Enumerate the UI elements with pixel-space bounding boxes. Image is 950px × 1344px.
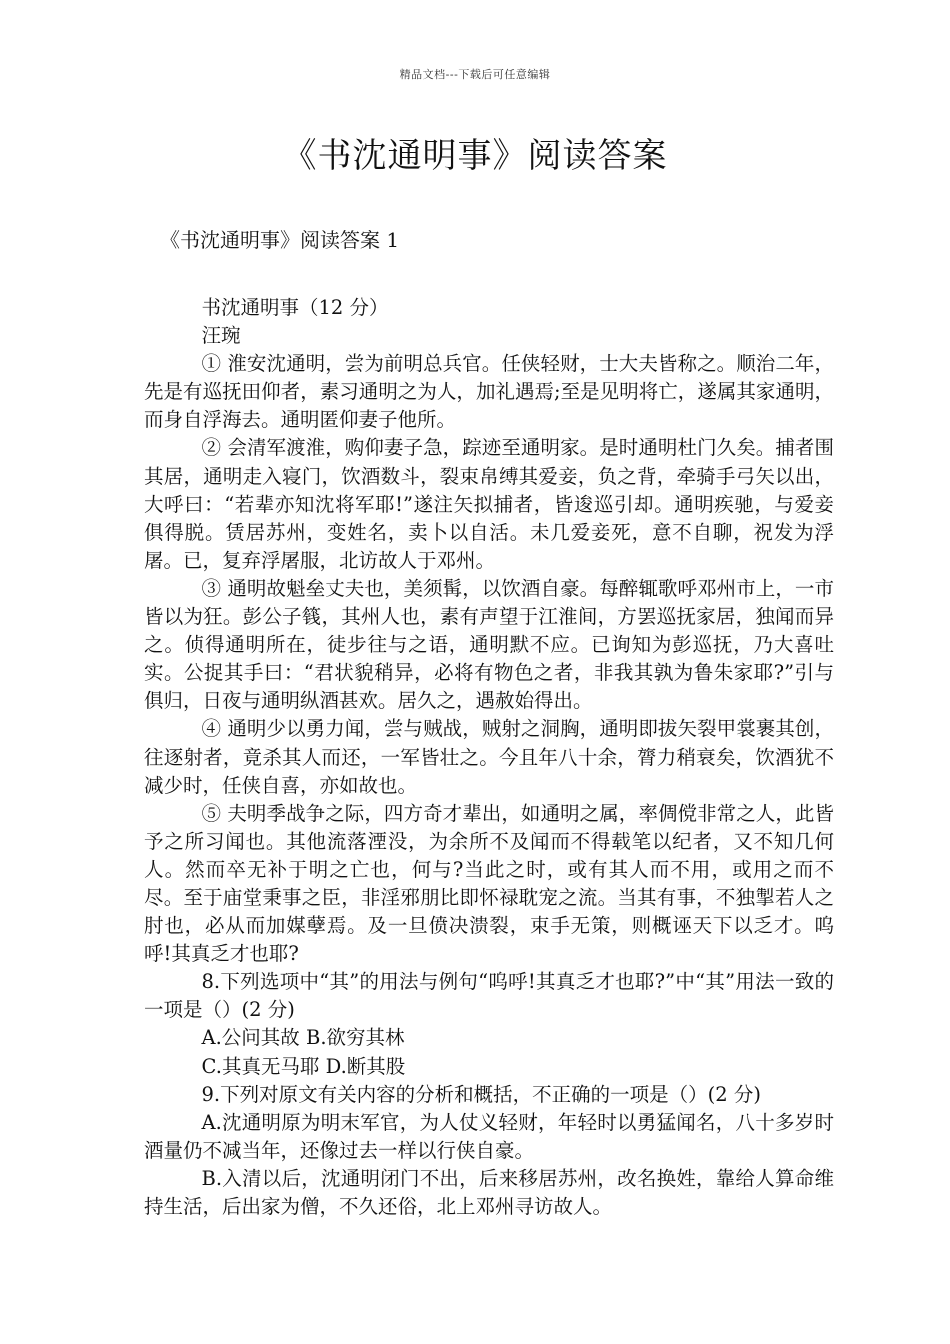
paragraph-5: ⑤ 夫明季战争之际，四方奇才辈出，如通明之属，率倜傥非常之人，此皆予之所习闻也。其他流落湮没，为余所不及闻而不得载笔以纪者，又不知几何人。然而卒无补于明之亡也，何与?当此之时，或有其人而不用，或用之而不尽。至于庙堂秉事之臣，非淫邪朋比即怀禄耽宠之流。当其有事，不独掣若人之肘也，必从而加媒孽焉。及一旦偾决溃裂，束手无策，则概诬天下以乏才。呜呼!其真乏才也耶? [144,801,834,966]
question-8-options-cd: C.其真无马耶 D.断其股 [201,1054,406,1078]
essay-title: 书沈通明事（12 分） [201,296,389,319]
document-subtitle: 《书沈通明事》阅读答案 1 [160,228,400,252]
question-8-stem: 8.下列选项中“其”的用法与例句“呜呼!其真乏才也耶?”中“其”用法一致的一项是（）(2 分) [144,970,834,1022]
paragraph-1: ① 淮安沈通明，尝为前明总兵官。任侠轻财，士大夫皆称之。顺治二年，先是有巡抚田仰者，素习通明之为人，加礼遇焉;至是见明将亡，遂属其家通明，而身自浮海去。通明匿仰妻子他所。 [144,352,834,432]
question-9-stem: 9.下列对原文有关内容的分析和概括，不正确的一项是（）(2 分) [201,1082,761,1106]
document-title: 《书沈通明事》阅读答案 [282,136,668,176]
header-note: 精品文档---下载后可任意编辑 [399,68,551,81]
question-9-option-a: A.沈通明原为明末军官，为人仗义轻财，年轻时以勇猛闻名，八十多岁时酒量仍不减当年，还像过去一样以行侠自豪。 [144,1110,834,1162]
question-8-options-ab: A.公问其故 B.欲穷其林 [201,1026,405,1050]
paragraph-3: ③ 通明故魁垒丈夫也，美须髯，以饮酒自豪。每醉辄歌呼邓州市上，一市皆以为狂。彭公子篯，其州人也，素有声望于江淮间，方罢巡抚家居，独闻而异之。侦得通明所在，徒步往与之语，通明默不应。已询知为彭巡抚，乃大喜吐实。公捉其手曰：“君状貌稍异，必将有物色之者，非我其孰为鲁朱家耶?”引与俱归，日夜与通明纵酒甚欢。居久之，遇赦始得出。 [144,576,834,713]
paragraph-2: ② 会清军渡淮，购仰妻子急，踪迹至通明家。是时通明杜门久矣。捕者围其居，通明走入寝门，饮酒数斗，裂束帛缚其爱妾，负之背，牵骑手弓矢以出，大呼曰：“若辈亦知沈将军耶!”遂注矢拟捕者，皆逡巡引却。通明疾驰，与爱妾俱得脱。赁居苏州，变姓名，卖卜以自活。未几爱妾死，意不自聊，祝发为浮屠。已，复弃浮屠服，北访故人于邓州。 [144,436,834,572]
essay-author: 汪琬 [201,324,241,348]
body-text [144,294,834,1221]
question-9-option-b: B.入清以后，沈通明闭门不出，后来移居苏州，改名换姓，靠给人算命维持生活，后出家为僧，不久还俗，北上邓州寻访故人。 [144,1166,834,1218]
paragraph-4: ④ 通明少以勇力闻，尝与贼战，贼射之洞胸，通明即拔矢裂甲裳裹其创，往逐射者，竟杀其人而还，一军皆壮之。今且年八十余，膂力稍衰矣，饮酒犹不减少时，任侠自喜，亦如故也。 [144,717,834,797]
